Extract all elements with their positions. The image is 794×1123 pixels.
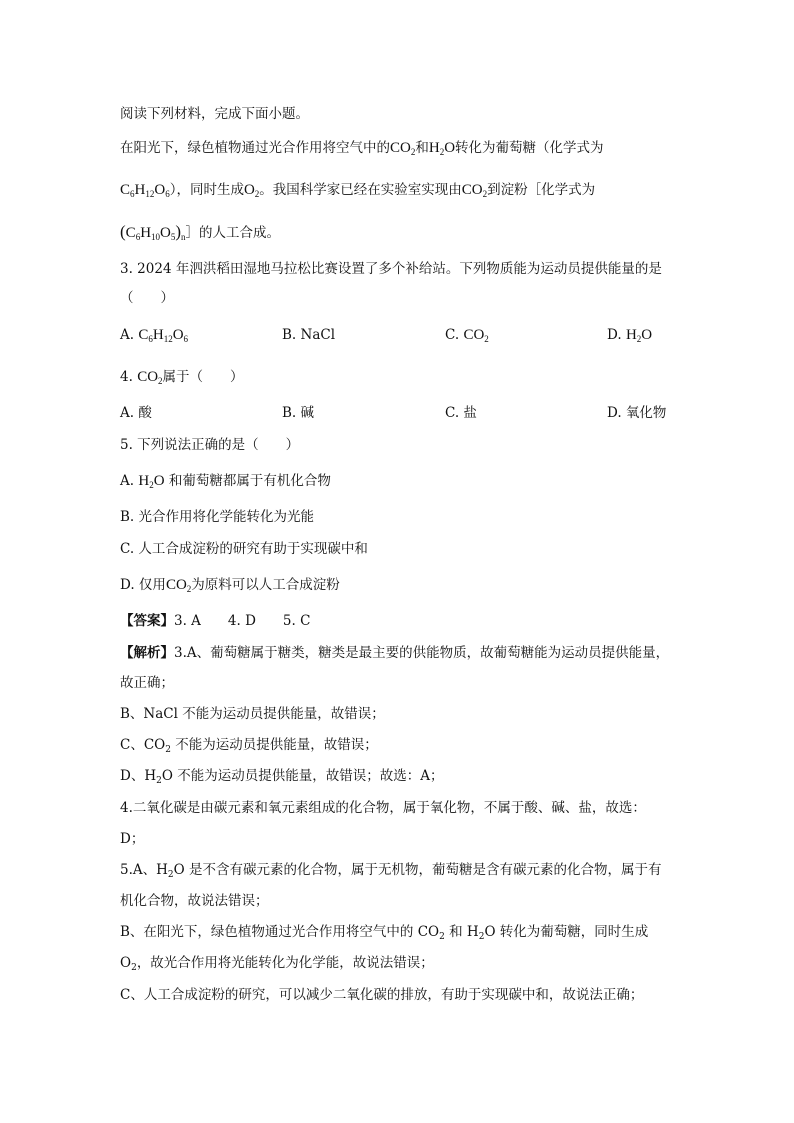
question-5-stem: 5. 下列说法正确的是（ ）: [120, 437, 300, 453]
q5-option-a[interactable]: A. $H_2O$ 和葡萄糖都属于有机化合物: [120, 473, 331, 490]
q4-option-b[interactable]: B. 碱: [282, 405, 315, 421]
formula-co2: $CO_2$: [390, 140, 416, 157]
analysis-line-8: 5.A、$H_2O$ 是不含有碳元素的化合物，属于无机物，葡萄糖是含有碳元素的化合物，属于有: [120, 862, 662, 880]
analysis-label: 【解析】: [120, 645, 174, 661]
q3-option-c[interactable]: C. $CO_2$: [445, 327, 489, 344]
q3-option-b[interactable]: B. NaCl: [282, 327, 336, 343]
analysis-line-1: 【解析】3.A、葡萄糖属于糖类，糖类是最主要的供能物质，故葡萄糖能为运动员提供能量，: [120, 645, 670, 661]
q5-option-c[interactable]: C. 人工合成淀粉的研究有助于实现碳中和: [120, 541, 368, 557]
q4-option-a[interactable]: A. 酸: [120, 405, 152, 421]
analysis-line-2: 故正确；: [120, 675, 174, 691]
formula-o2: $O_2$: [243, 182, 260, 199]
q5-option-b[interactable]: B. 光合作用将化学能转化为光能: [120, 509, 315, 525]
material-line-2: $C_6H_{12}O_6$），同时生成$O_2$。我国科学家已经在实验室实现由$CO_2$到淀粉［化学式为: [120, 182, 596, 199]
material-line-1: 在阳光下，绿色植物通过光合作用将空气中的$CO_2$和$H_2O$转化为葡萄糖（化学式为: [120, 140, 604, 157]
analysis-line-10: B、在阳光下，绿色植物通过光合作用将空气中的 $CO_2$ 和 $H_2O$ 转化为葡萄糖，同时生成: [120, 924, 649, 942]
question-4-stem: 4. $CO_2$属于（ ）: [120, 369, 244, 386]
answer-label: 【答案】: [120, 613, 174, 629]
formula-co2: $CO_2$: [461, 182, 488, 199]
analysis-line-7: D；: [120, 831, 145, 847]
formula-starch: $(C_6H_{10}O_5)_n$: [120, 222, 186, 242]
formula-h2o: $H_2O$: [428, 140, 456, 157]
q5-option-d[interactable]: D. 仅用$CO_2$为原料可以人工合成淀粉: [120, 577, 340, 594]
q3-option-d[interactable]: D. $H_2O$: [607, 327, 653, 344]
analysis-line-4: C、$CO_2$ 不能为运动员提供能量，故错误；: [120, 737, 378, 755]
analysis-line-3: B、NaCl 不能为运动员提供能量，故错误；: [120, 706, 385, 722]
analysis-line-11: $O_2$，故光合作用将光能转化为化学能，故说法错误；: [120, 955, 434, 973]
q3-option-a[interactable]: A. $C_6H_{12}O_6$: [120, 327, 189, 344]
formula-glucose: $C_6H_{12}O_6$: [120, 182, 170, 199]
analysis-line-5: D、$H_2O$ 不能为运动员提供能量，故错误；故选：A；: [120, 768, 444, 786]
answer-line: [120, 611, 310, 631]
analysis-line-6: 4.二氧化碳是由碳元素和氧元素组成的化合物，属于氧化物，不属于酸、碱、盐，故选：: [120, 800, 646, 816]
material-line-3: $(C_6H_{10}O_5)_n]$的人工合成。: [120, 222, 281, 242]
q4-option-c[interactable]: C. 盐: [445, 405, 477, 421]
analysis-line-12: C、人工合成淀粉的研究，可以减少二氧化碳的排放，有助于实现碳中和，故说法正确；: [120, 987, 644, 1003]
q4-option-d[interactable]: D. 氧化物: [607, 405, 667, 421]
question-3-stem: 3. 2024 年泗洪稻田湿地马拉松比赛设置了多个补给站。下列物质能为运动员提供能量的是: [120, 261, 662, 277]
analysis-line-9: 机化合物，故说法错误；: [120, 893, 269, 909]
intro-text: 阅读下列材料，完成下面小题。: [120, 106, 309, 122]
answer-text: 3. A 4. D 5. C: [174, 613, 311, 629]
question-3-paren: （ ）: [120, 290, 174, 306]
